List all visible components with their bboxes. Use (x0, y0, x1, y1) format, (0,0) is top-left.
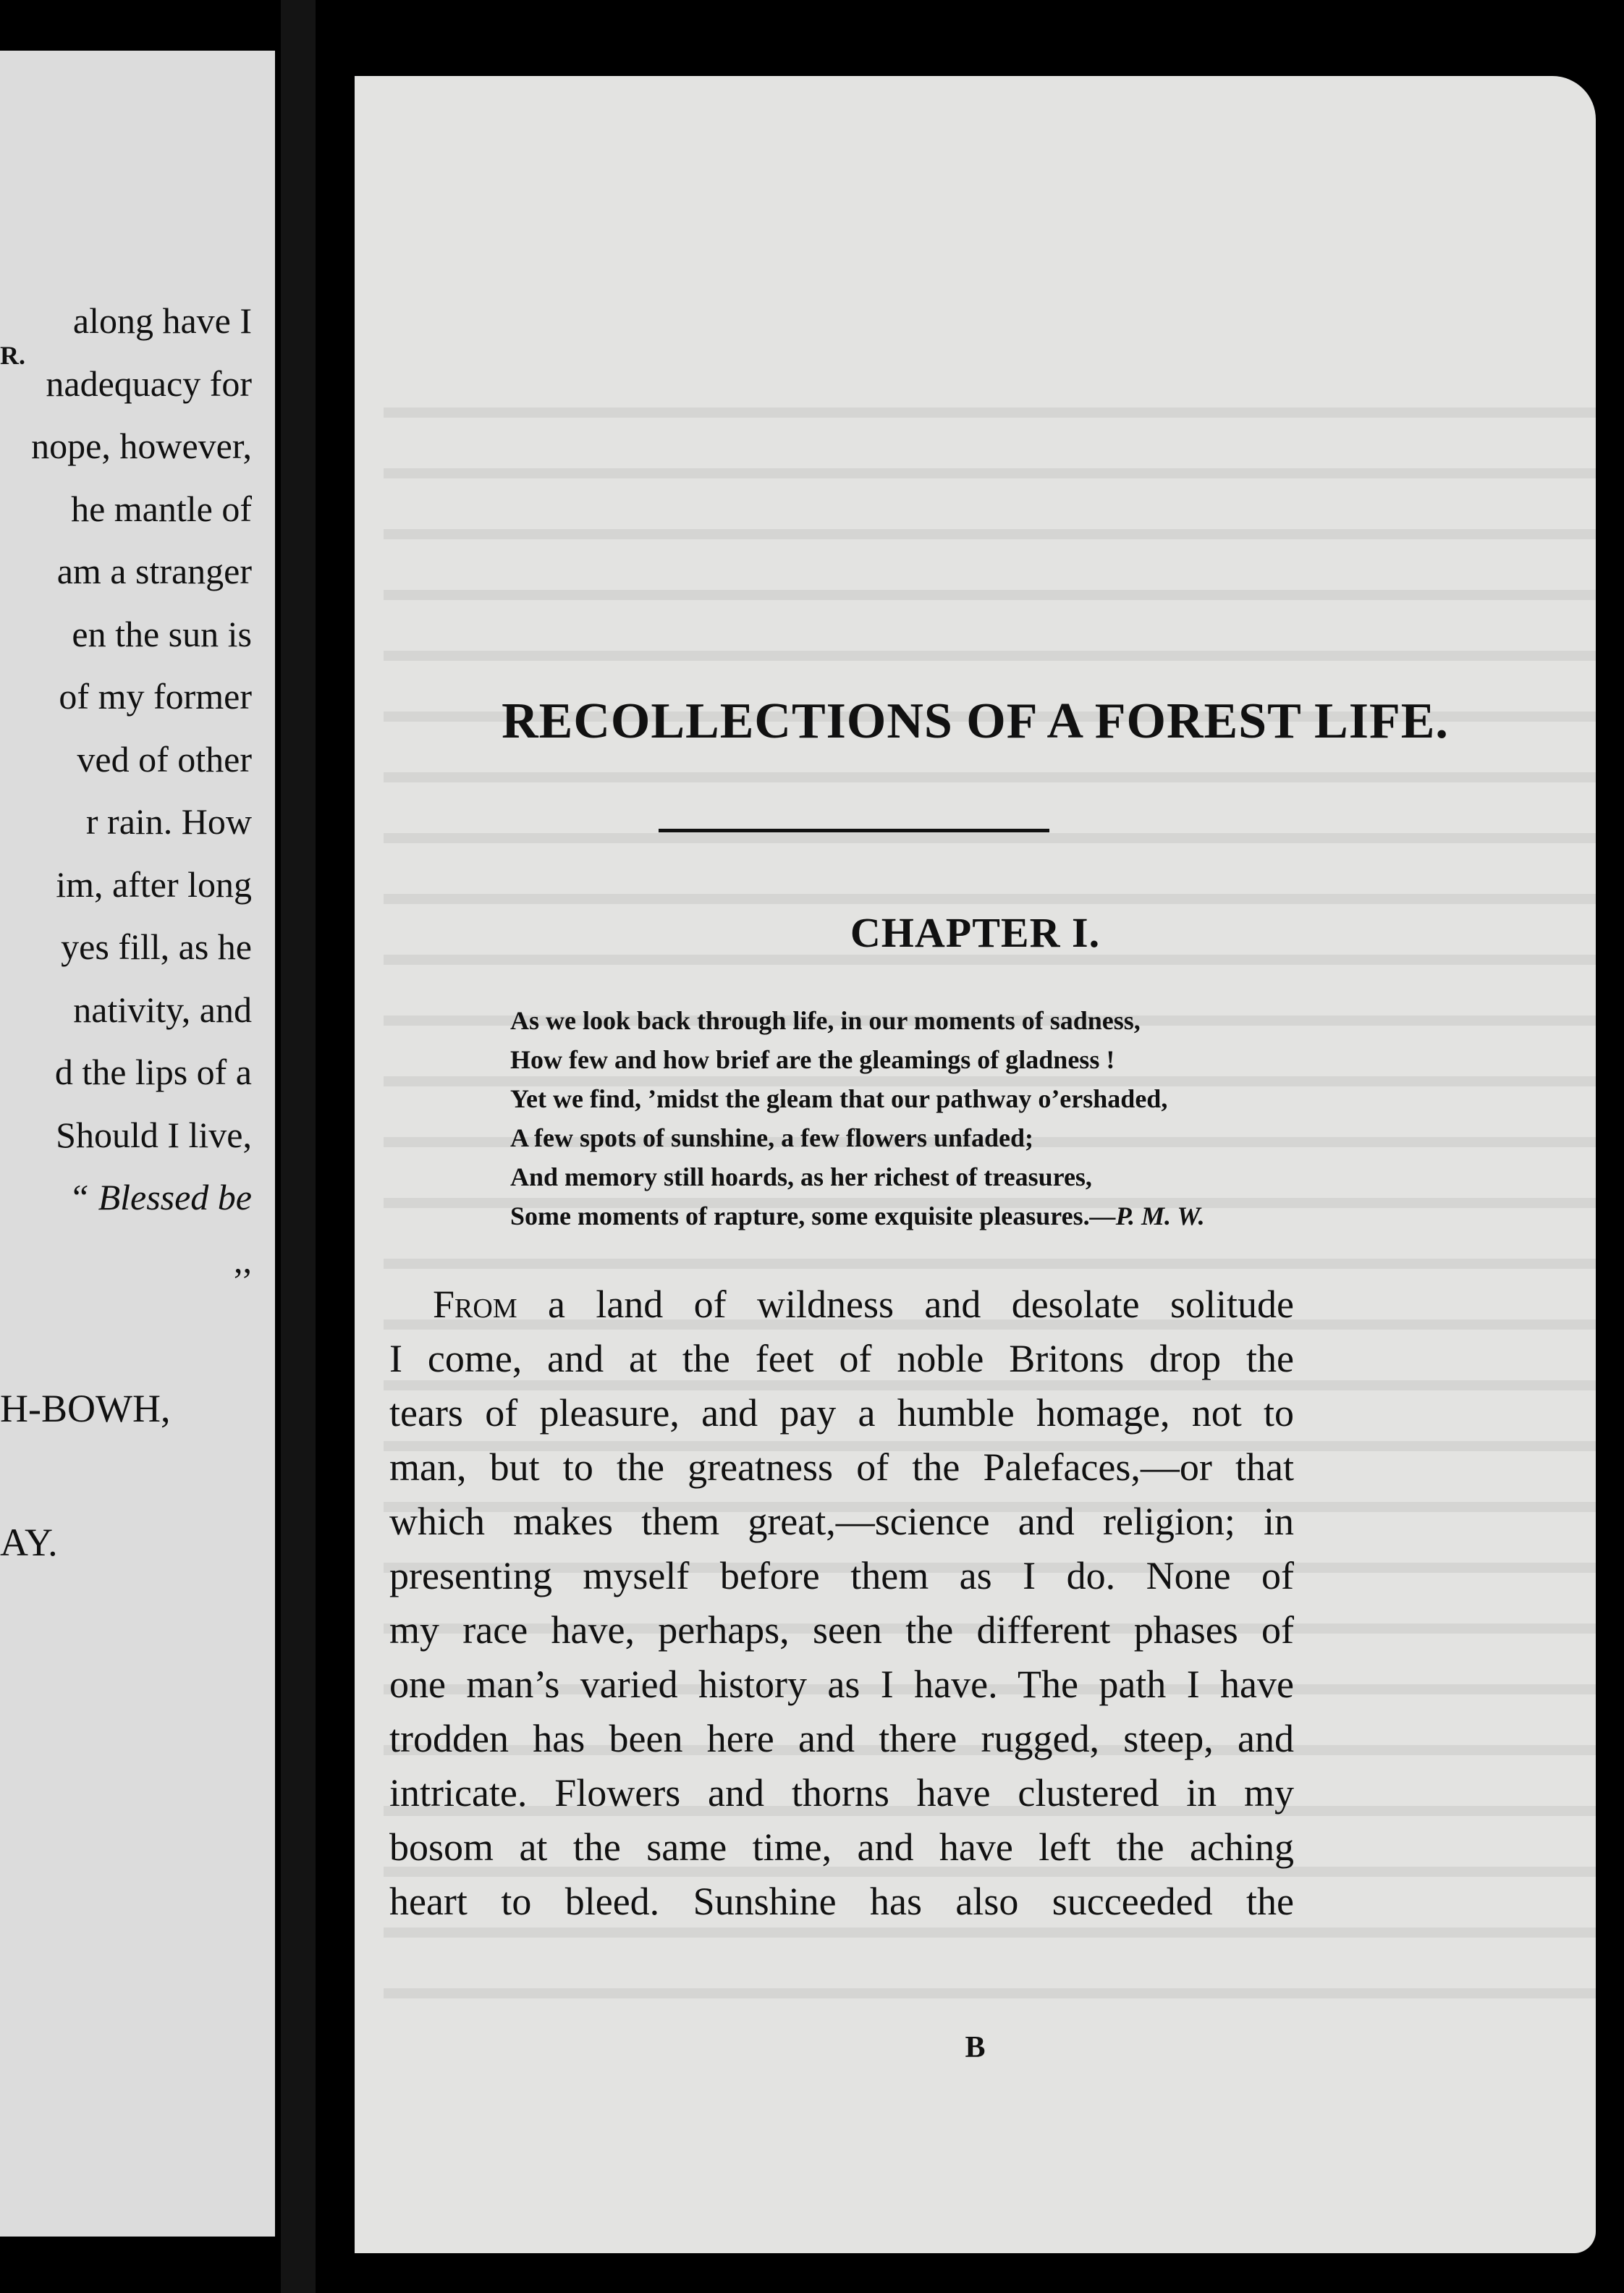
title-rule (659, 829, 1049, 832)
poem-line: Some moments of rapture, some exquisite pleasures. (510, 1202, 1090, 1230)
left-line: of my former (59, 676, 252, 717)
left-signature-line: H-BOWH, (0, 1387, 171, 1430)
left-page (0, 51, 275, 2237)
left-line: im, after long (56, 863, 252, 905)
epigraph-poem (510, 1001, 1451, 1236)
left-page-header: R. (0, 341, 25, 370)
poem-line-last (510, 1196, 1451, 1236)
left-line: en the sun is (72, 613, 252, 654)
body-line: presenting myself before them as I do. None of (389, 1554, 1294, 1597)
left-line: nadequacy for (46, 363, 252, 404)
body-line: a land of wildness and desolate solitude (547, 1283, 1294, 1326)
body-line: trodden has been here and there rugged, steep, and (389, 1717, 1294, 1760)
body-line: my race have, perhaps, seen the different phases of (389, 1608, 1294, 1652)
poem-line: As we look back through life, in our moments of sadness, (510, 1006, 1141, 1035)
chapter-heading: CHAPTER I. (850, 909, 1101, 956)
body-line-first (389, 1278, 1294, 1332)
left-line: ved of other (77, 738, 252, 780)
body-line: I come, and at the feet of noble Britons drop the (389, 1337, 1294, 1380)
body-paragraph (389, 1278, 1294, 1929)
poem-line: How few and how brief are the gleamings of gladness ! (510, 1045, 1115, 1074)
body-line: tears of pleasure, and pay a humble homage, not to (389, 1391, 1294, 1435)
page-title: RECOLLECTIONS OF A FOREST LIFE. (502, 693, 1449, 749)
left-line: nope, however, (31, 426, 252, 466)
left-line: yes fill, as he (61, 926, 252, 967)
poem-attribution: —P. M. W. (1089, 1202, 1205, 1230)
left-page-text (0, 290, 252, 1291)
body-line: one man’s varied history as I have. The path I have (389, 1663, 1294, 1706)
left-line: “ Blessed be (69, 1177, 252, 1217)
left-line: am a stranger (56, 551, 252, 591)
left-line: r rain. How (85, 801, 252, 842)
left-line: d the lips of a (54, 1052, 252, 1092)
poem-line: A few spots of sunshine, a few flowers unfaded; (510, 1123, 1034, 1152)
left-line: ,, (234, 1239, 252, 1280)
signature-mark: B (965, 2031, 986, 2064)
body-line: which makes them great,—science and religion; in (389, 1500, 1294, 1543)
body-line: heart to bleed. Sunshine has also succeeded the (389, 1880, 1294, 1923)
right-page (355, 76, 1596, 2253)
left-line: nativity, and (73, 989, 252, 1030)
drop-word: From (433, 1283, 517, 1326)
poem-line: Yet we find, ’midst the gleam that our pathway o’ershaded, (510, 1084, 1168, 1113)
book-gutter (281, 0, 316, 2293)
body-line: man, but to the greatness of the Palefaces,—or that (389, 1445, 1294, 1489)
left-signature-line: AY. (0, 1521, 58, 1564)
body-line: intricate. Flowers and thorns have clustered in my (389, 1771, 1294, 1815)
poem-line: And memory still hoards, as her richest of treasures, (510, 1162, 1092, 1191)
body-line: bosom at the same time, and have left the aching (389, 1825, 1294, 1869)
left-line: along have I (72, 300, 252, 341)
left-line: he mantle of (71, 488, 252, 529)
left-line: Should I live, (56, 1114, 252, 1155)
